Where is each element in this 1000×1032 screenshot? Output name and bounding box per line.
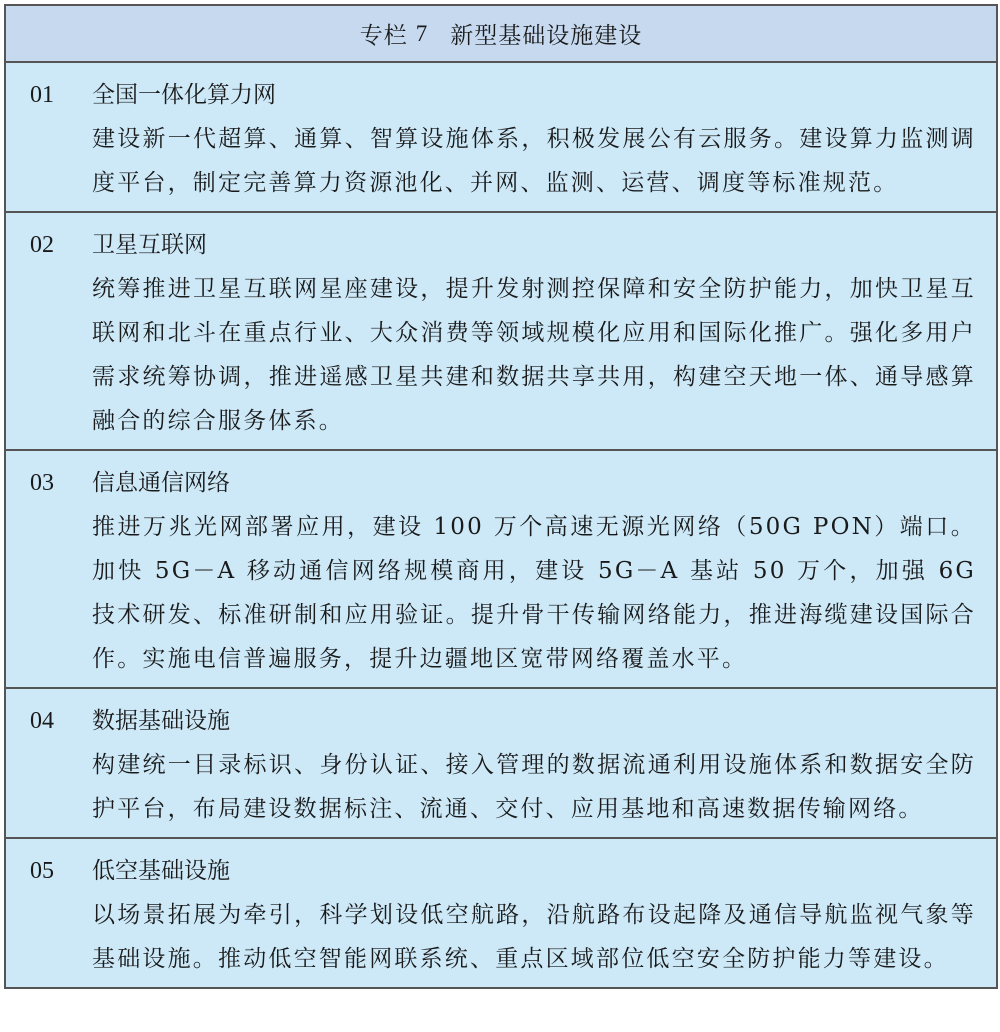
- box-header: [6, 6, 996, 63]
- section-number: 05: [30, 858, 54, 884]
- section-04: [6, 689, 996, 839]
- section-02: [6, 213, 996, 451]
- feature-box: [4, 4, 998, 989]
- header-number: 7: [415, 20, 429, 46]
- section-number: 03: [30, 470, 54, 496]
- header-title: 新型基础设施建设: [450, 23, 643, 49]
- section-01: [6, 63, 996, 213]
- section-text: 统筹推进卫星互联网星座建设，提升发射测控保障和安全防护能力，加快卫星互联网和北斗在重点行业、大众消费等领域规模化应用和国际化推广。强化多用户需求统筹协调，推进遥感卫星共建和数据共享共用，构建空天地一体、通导感算融合的综合服务体系。: [92, 276, 976, 434]
- section-text: 推进万兆光网部署应用，建设 100 万个高速无源光网络（50G PON）端口。加快 5G－A 移动通信网络规模商用，建设 5G－A 基站 50 万个，加强 6G 技术研发、标准研制和应用验证。提升骨干传输网络能力，推进海缆建设国际合作。实施电信普遍服务，提升边疆地区宽带网络覆盖水平。: [92, 514, 976, 672]
- section-text: 以场景拓展为牵引，科学划设低空航路，沿航路布设起降及通信导航监视气象等基础设施。推动低空智能网联系统、重点区域部位低空安全防护能力等建设。: [92, 902, 976, 972]
- header-label: 专栏: [359, 23, 408, 49]
- section-text: 构建统一目录标识、身份认证、接入管理的数据流通利用设施体系和数据安全防护平台，布局建设数据标注、流通、交付、应用基地和高速数据传输网络。: [92, 752, 976, 822]
- section-title: 低空基础设施: [92, 858, 230, 884]
- section-title: 信息通信网络: [92, 470, 230, 496]
- section-05: [6, 839, 996, 987]
- section-title: 卫星互联网: [92, 232, 207, 258]
- section-number: 04: [30, 708, 54, 734]
- section-03: [6, 451, 996, 689]
- section-title: 全国一体化算力网: [92, 82, 276, 108]
- section-text: 建设新一代超算、通算、智算设施体系，积极发展公有云服务。建设算力监测调度平台，制定完善算力资源池化、并网、监测、运营、调度等标准规范。: [92, 126, 976, 196]
- section-title: 数据基础设施: [92, 708, 230, 734]
- section-number: 02: [30, 232, 54, 258]
- section-number: 01: [30, 82, 54, 108]
